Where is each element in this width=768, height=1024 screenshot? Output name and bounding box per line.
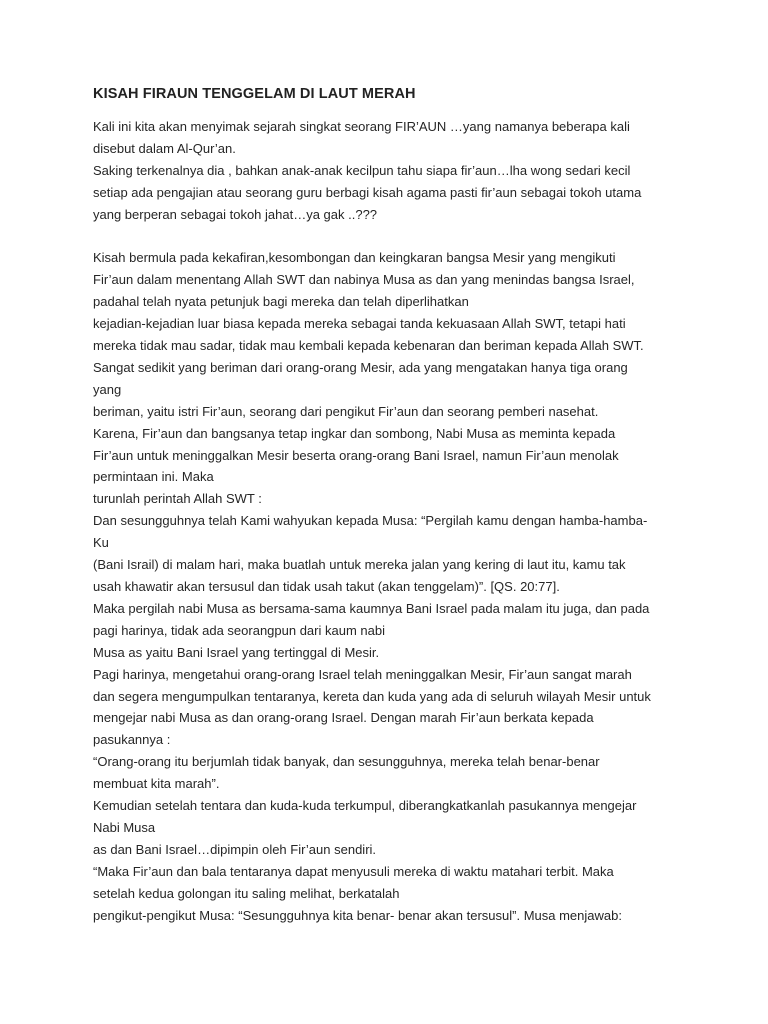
paragraph-break — [93, 226, 683, 248]
body-line: Kemudian setelah tentara dan kuda-kuda terkumpul, diberangkatkanlah pasukannya mengejar — [93, 798, 637, 814]
body-line: pasukannya : — [93, 732, 171, 748]
body-line: Fir’aun untuk meninggalkan Mesir beserta orang-orang Bani Israel, namun Fir’aun menolak — [93, 447, 619, 463]
body-line: Pagi harinya, mengetahui orang-orang Israel telah meninggalkan Mesir, Fir’aun sangat marah — [93, 666, 632, 682]
body-line: mereka tidak mau sadar, tidak mau kembali kepada kebenaran dan beriman kepada Allah SWT. — [93, 338, 644, 354]
body-line: Karena, Fir’aun dan bangsanya tetap ingkar dan sombong, Nabi Musa as meminta kepada — [93, 425, 616, 441]
body-line: Kisah bermula pada kekafiran,kesombongan dan keingkaran bangsa Mesir yang mengikuti — [93, 250, 616, 266]
body-line: pagi harinya, tidak ada seorangpun dari kaum nabi — [93, 622, 385, 638]
body-line: usah khawatir akan tersusul dan tidak usah takut (akan tenggelam)”. [QS. 20:77]. — [93, 579, 560, 595]
body-line: dan segera mengumpulkan tentaranya, kereta dan kuda yang ada di seluruh wilayah Mesir untuk — [93, 688, 651, 704]
body-line: setelah kedua golongan itu saling melihat, berkatalah — [93, 885, 400, 901]
body-line: Dan sesungguhnya telah Kami wahyukan kepada Musa: “Pergilah kamu dengan hamba-hamba- — [93, 513, 648, 529]
body-line: Saking terkenalnya dia , bahkan anak-anak kecilpun tahu siapa fir’aun…lha wong sedari kecil — [93, 162, 631, 178]
document-body — [93, 116, 683, 927]
body-line: kejadian-kejadian luar biasa kepada mereka sebagai tanda kekuasaan Allah SWT, tetapi hati — [93, 316, 626, 332]
body-line: mengejar nabi Musa as dan orang-orang Israel. Dengan marah Fir’aun berkata kepada — [93, 710, 594, 726]
body-line: beriman, yaitu istri Fir’aun, seorang dari pengikut Fir’aun dan seorang pemberi nasehat. — [93, 403, 599, 419]
body-line: (Bani Israil) di malam hari, maka buatlah untuk mereka jalan yang kering di laut itu, kamu tak — [93, 557, 626, 573]
body-line: yang berperan sebagai tokoh jahat…ya gak ..??? — [93, 206, 378, 222]
body-line: Ku — [93, 535, 109, 551]
body-line: pengikut-pengikut Musa: “Sesungguhnya kita benar- benar akan tersusul”. Musa menjawab: — [93, 907, 622, 923]
body-line: disebut dalam Al-Qur’an. — [93, 140, 236, 156]
body-line: Sangat sedikit yang beriman dari orang-orang Mesir, ada yang mengatakan hanya tiga orang — [93, 359, 628, 375]
body-line: Maka pergilah nabi Musa as bersama-sama kaumnya Bani Israel pada malam itu juga, dan pada — [93, 600, 650, 616]
body-line: padahal telah nyata petunjuk bagi mereka dan telah diperlihatkan — [93, 294, 469, 310]
body-line: Nabi Musa — [93, 819, 156, 835]
body-line: membuat kita marah”. — [93, 776, 220, 792]
body-line: yang — [93, 381, 122, 397]
body-line: turunlah perintah Allah SWT : — [93, 491, 262, 507]
body-line: “Orang-orang itu berjumlah tidak banyak, dan sesungguhnya, mereka telah benar-benar — [93, 754, 600, 770]
document-page — [93, 86, 683, 927]
body-line: Kali ini kita akan menyimak sejarah singkat seorang FIR’AUN …yang namanya beberapa kali — [93, 119, 630, 134]
body-line: setiap ada pengajian atau seorang guru berbagi kisah agama pasti fir’aun sebagai tokoh utama — [93, 184, 642, 200]
document-title: KISAH FIRAUN TENGGELAM DI LAUT MERAH — [93, 86, 416, 102]
body-line: permintaan ini. Maka — [93, 469, 214, 485]
body-line: “Maka Fir’aun dan bala tentaranya dapat menyusuli mereka di waktu matahari terbit. Maka — [93, 863, 614, 879]
body-line: as dan Bani Israel…dipimpin oleh Fir’aun sendiri. — [93, 841, 377, 857]
body-line: Fir’aun dalam menentang Allah SWT dan nabinya Musa as dan yang menindas bangsa Israel, — [93, 272, 635, 288]
body-line: Musa as yaitu Bani Israel yang tertinggal di Mesir. — [93, 644, 380, 660]
